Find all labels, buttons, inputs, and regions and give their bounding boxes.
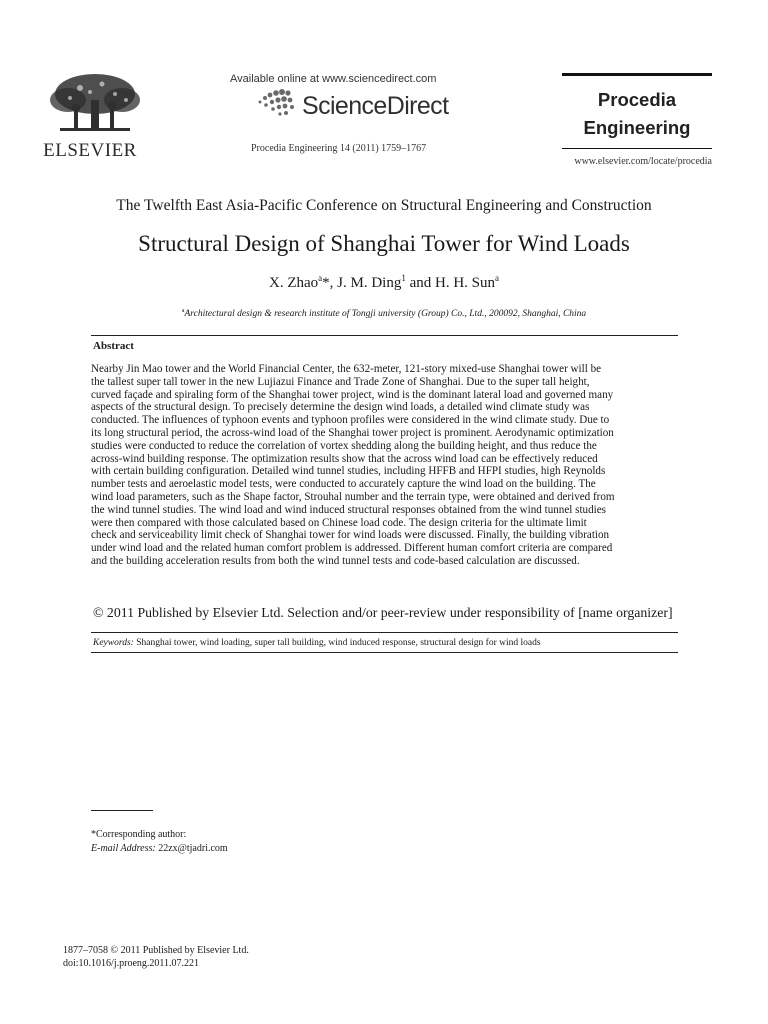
author-email [91,843,228,854]
abstract-line: under wind load and the related human comfort problem is addressed. Different human comfort criteria are compared [91,542,613,555]
keywords-label: Keywords: [93,638,134,648]
conference-name: The Twelfth East Asia-Pacific Conference on Structural Engineering and Construction [116,197,652,214]
abstract-line: the tallest super tall tower in the new Lujiazui Finance and Trade Zone of Shanghai. Due to the super tall height, [91,375,590,388]
doi-line: doi:10.1016/j.proeng.2011.07.221 [63,958,200,969]
affiliation-text: Architectural design & research institute of Tongji university (Group) Co., Ltd., 200092, Shanghai, China [184,309,587,320]
issn-copyright-line: 1877–7058 © 2011 Published by Elsevier Ltd. [63,945,249,956]
sciencedirect-wordmark: ScienceDirect [302,92,449,120]
journal-name: Procedia Engineering [583,89,691,138]
paper-title: Structural Design of Shanghai Tower for Wind Loads [138,231,630,256]
available-online-text: Available online at www.sciencedirect.com [230,73,437,85]
author-affiliation-mark: a [318,273,323,283]
keywords-bottom-rule [91,652,678,653]
affiliation-mark: a [181,308,185,314]
sciencedirect-dots-logo [248,88,304,118]
keywords-top-rule [91,632,678,633]
footnote-rule [91,810,153,811]
abstract-line: curved façade and spiraling form of the Shanghai tower project, wind is the dominant lateral load and governed many [91,388,614,401]
abstract-line: Nearby Jin Mao tower and the World Financial Center, the 632-meter, 121-story mixed-use Shanghai tower will be [91,363,602,375]
abstract-line: and the building acceleration results from both the wind tunnel tests and code-based calculation are discussed. [91,554,580,567]
abstract-line: its long structural period, the across-wind load of the Shanghai tower project is prominent. Aerodynamic optimization [91,426,614,439]
journal-box-top-rule [562,73,712,76]
affiliation [0,308,768,319]
abstract-line: number tests and aeroelastic model tests, were conducted to accurately capture the wind load on the building. The [91,478,596,491]
abstract-text [91,363,676,568]
abstract-line: with certain building configuration. Detailed wind tunnel studies, including HFFB and HFPI studies, high Reynolds [91,465,606,478]
abstract-heading: Abstract [93,340,134,352]
journal-reference: Procedia Engineering 14 (2011) 1759–1767 [251,143,427,154]
keywords-text: Shanghai tower, wind loading, super tall building, wind induced response, structural design for wind loads [136,638,541,648]
keywords [93,638,541,648]
abstract-line: wind load parameters, such as the Shape factor, Strouhal number and the terrain type, were obtained and derived from [91,490,615,503]
abstract-line: across-wind building response. The optimization results show that the across wind load can be effectively reduced [91,452,598,465]
author-list [0,273,768,292]
author-name: X. Zhao [268,275,319,291]
author-affiliation-mark: 1 [401,273,406,283]
author-affiliation-mark: a [495,273,500,283]
journal-box-bottom-rule [562,148,712,149]
abstract-line: the wind tunnel studies. The wind load and wind induced structural responses obtained from the wind tunnel studies [91,503,606,516]
author-separator: and [405,275,435,291]
abstract-line: were then compared with those calculated based on Chinese load code. The design criteria for the ultimate limit [91,516,587,529]
elsevier-wordmark: ELSEVIER [43,140,137,161]
corresponding-author-note: *Corresponding author: [91,829,187,840]
abstract-line: check and serviceability limit check of Shanghai tower for wind loads were discussed. Finally, the building vibration [91,529,610,542]
elsevier-tree-logo [40,70,150,140]
journal-url: www.elsevier.com/locate/procedia [574,156,712,167]
author-name: H. H. Sun [435,275,496,291]
abstract-top-rule [91,335,678,336]
email-label: E-mail Address: [91,843,156,854]
email-address: 22zx@tjadri.com [158,843,228,854]
author-name: J. M. Ding [337,275,402,291]
abstract-line: conducted. The influences of typhoon events and typhoon profiles were considered in the wind climate study. Due to [91,414,610,427]
abstract-line: aspects of the structural design. To precisely determine the design wind loads, a detailed wind climate study was [91,401,590,414]
copyright-statement: © 2011 Published by Elsevier Ltd. Selection and/or peer-review under responsibility of [name organizer] [93,605,673,620]
author-separator: *, [322,275,338,291]
abstract-line: studies were conducted to reduce the correlation of vortex shedding along the building height, and thus reduce the [91,439,597,452]
